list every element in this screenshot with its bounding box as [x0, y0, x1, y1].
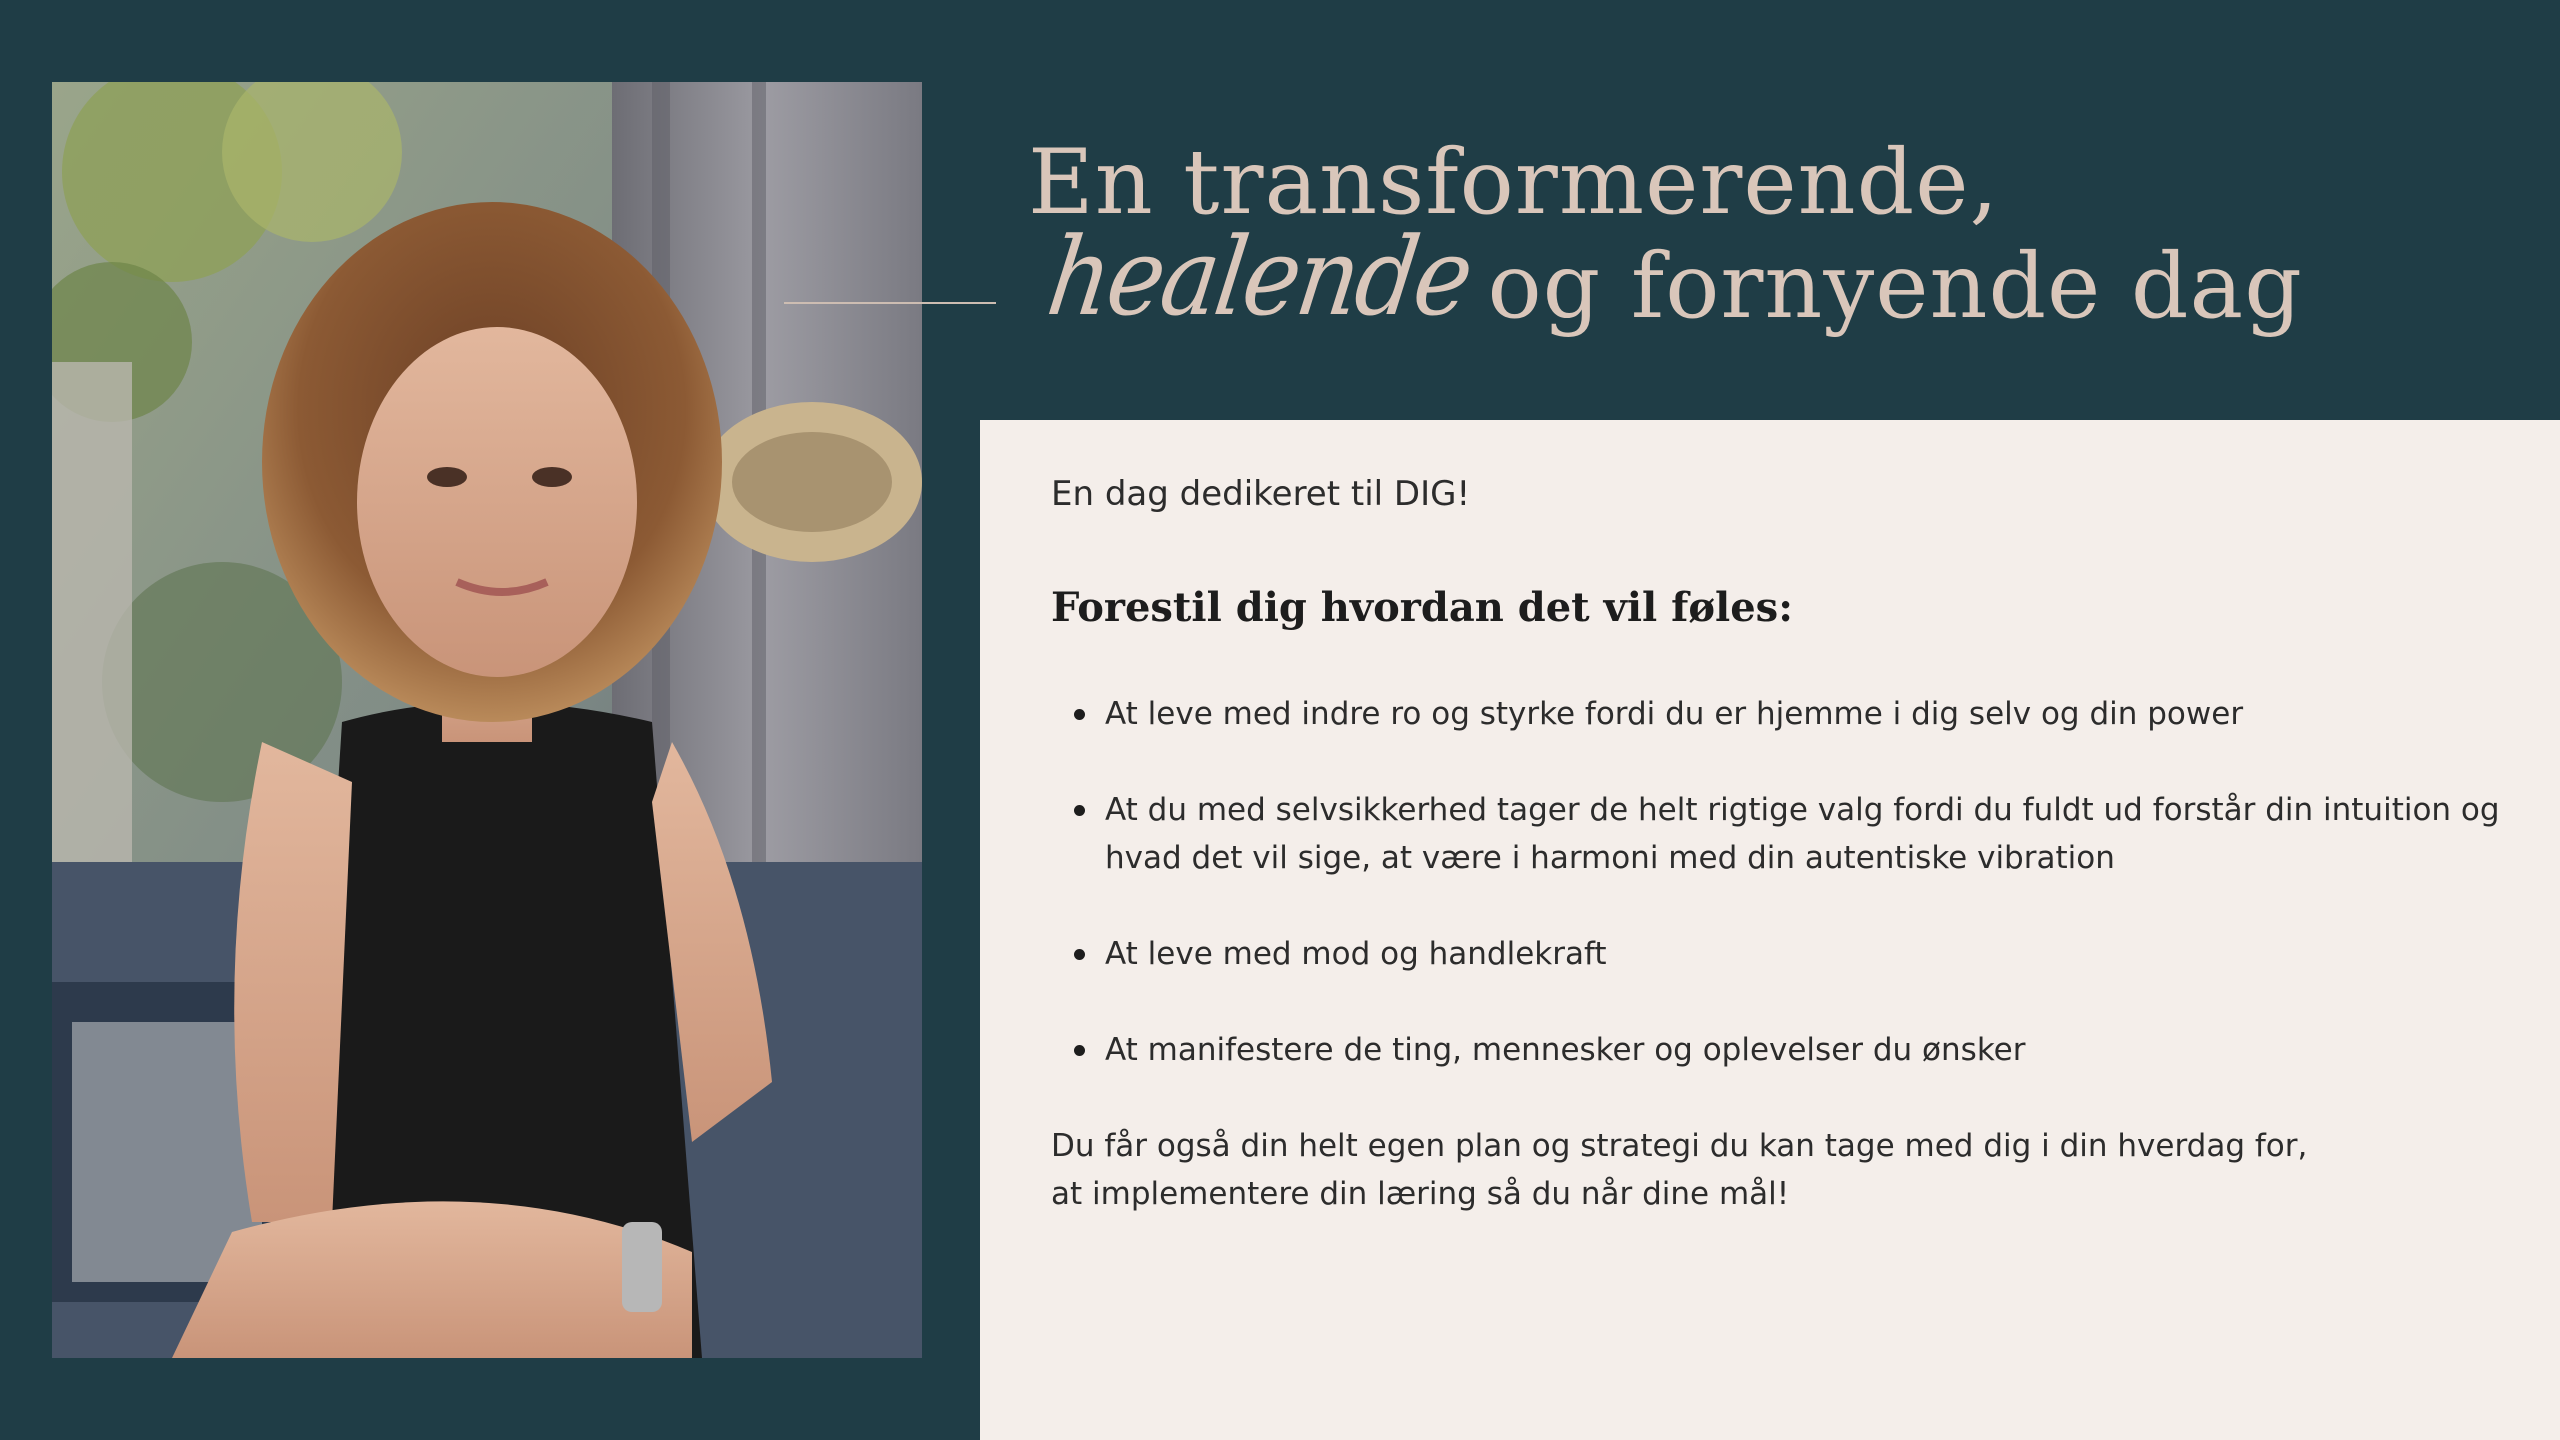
list-item — [1051, 690, 2501, 738]
list-item-text: At manifestere de ting, mennesker og oplevelser du ønsker — [1105, 1032, 2026, 1068]
heading-accent-line — [784, 302, 996, 304]
list-item — [1051, 930, 2501, 978]
list-item-text: At leve med indre ro og styrke fordi du er hjemme i dig selv og din power — [1105, 696, 2244, 732]
outro-line-2: at implementere din læring så du når dine mål! — [1051, 1176, 1790, 1212]
outro-line-1: Du får også din helt egen plan og strategi du kan tage med dig i din hverdag for, — [1051, 1128, 2308, 1164]
heading-line-1: En transformerende, — [1028, 130, 2000, 235]
subheading: Forestil dig hvordan det vil føles: — [1051, 584, 1793, 631]
list-item — [1051, 786, 2501, 882]
portrait-illustration — [52, 82, 922, 1358]
heading-script-word: healende — [1040, 214, 1478, 340]
outro-text — [1051, 1122, 2501, 1218]
list-item-text: At du med selvsikkerhed tager de helt rigtige valg fordi du fuldt ud forstår din intuition og hvad det vil sige, at være i harmoni med din autentiske vibration — [1105, 792, 2500, 876]
bullet-icon — [1074, 805, 1085, 816]
bullet-icon — [1074, 709, 1085, 720]
heading-line-2-rest: og fornyende dag — [1487, 234, 2303, 339]
benefit-list — [1051, 690, 2501, 1074]
list-item — [1051, 1026, 2501, 1074]
heading-line-2 — [1040, 214, 2303, 344]
intro-text: En dag dedikeret til DIG! — [1051, 474, 1471, 514]
bullet-icon — [1074, 1045, 1085, 1056]
portrait-photo — [52, 82, 922, 1358]
bullet-icon — [1074, 949, 1085, 960]
list-item-text: At leve med mod og handlekraft — [1105, 936, 1607, 972]
